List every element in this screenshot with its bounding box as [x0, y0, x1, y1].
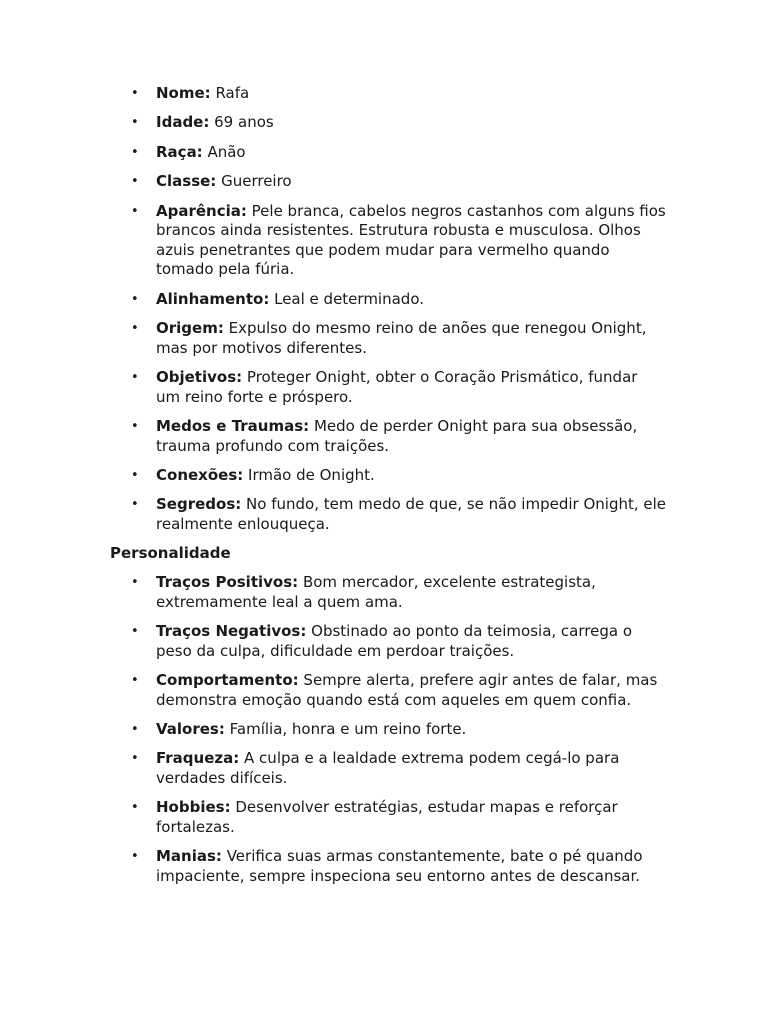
list-item — [131, 621, 666, 661]
item-text: Leal e determinado. — [274, 289, 424, 308]
list-item — [131, 495, 667, 534]
list-item — [131, 670, 666, 710]
item-label: Hobbies: — [156, 798, 231, 817]
bullet-icon: • — [131, 497, 139, 513]
item-label: Idade: — [156, 113, 210, 132]
list-item — [131, 113, 666, 133]
item-text: Desenvolver estratégias, estudar mapas e reforçar fortalezas. — [156, 798, 618, 836]
bullet-icon: • — [131, 86, 139, 101]
list-item — [131, 466, 666, 486]
list-item — [131, 84, 666, 104]
item-text: Rafa — [215, 84, 250, 102]
item-label: Origem: — [156, 319, 224, 338]
personality-list — [131, 573, 666, 887]
list-item — [131, 417, 666, 456]
bullet-icon: • — [131, 203, 139, 219]
item-text: Anão — [207, 142, 246, 161]
item-text: Proteger Onight, obter o Coração Prismático, fundar um reino forte e próspero. — [156, 368, 638, 406]
list-item — [131, 319, 666, 358]
bullet-icon: • — [131, 370, 139, 386]
item-label: Manias: — [156, 847, 222, 866]
item-text: Família, honra e um reino forte. — [229, 719, 467, 738]
list-item — [131, 142, 666, 163]
character-details-list — [131, 84, 667, 535]
item-label: Conexões: — [156, 466, 244, 485]
list-item — [131, 749, 666, 788]
item-label: Objetivos: — [156, 368, 243, 387]
item-label: Nome: — [156, 84, 211, 102]
list-item — [131, 172, 666, 192]
item-text: Obstinado ao ponto da teimosia, carrega o peso da culpa, dificuldade em perdoar traições. — [156, 621, 632, 660]
item-text: 69 anos — [214, 113, 274, 132]
item-label: Comportamento: — [156, 670, 299, 689]
bullet-icon: • — [131, 419, 139, 435]
item-text: Bom mercador, excelente estrategista, extremamente leal a quem ama. — [156, 573, 596, 611]
bullet-icon: • — [131, 575, 139, 590]
item-text: Guerreiro — [221, 172, 292, 191]
item-text: Medo de perder Onight para sua obsessão, trauma profundo com traições. — [156, 417, 638, 455]
list-item — [131, 201, 666, 280]
list-item — [131, 798, 666, 837]
item-label: Aparência: — [156, 201, 247, 220]
item-text: Pele branca, cabelos negros castanhos com alguns fios brancos ainda resistentes. Estrutura robusta e musculosa. Olhos azuis penetrantes que podem mudar para vermelho quando tomado pela fúria. — [156, 201, 666, 279]
bullet-icon: • — [131, 721, 139, 737]
bullet-icon: • — [131, 291, 139, 307]
bullet-icon: • — [131, 468, 139, 484]
bullet-icon: • — [131, 849, 139, 865]
bullet-icon: • — [131, 800, 139, 816]
section-heading-personality: Personalidade — [110, 544, 231, 562]
item-label: Traços Positivos: — [156, 573, 299, 591]
bullet-icon: • — [131, 144, 139, 160]
item-text: Irmão de Onight. — [248, 466, 375, 485]
list-item — [131, 573, 666, 612]
item-label: Traços Negativos: — [156, 621, 307, 640]
bullet-icon: • — [131, 672, 139, 688]
item-text: A culpa e a lealdade extrema podem cegá-lo para verdades difíceis. — [156, 749, 620, 787]
bullet-icon: • — [131, 115, 139, 131]
item-text: Expulso do mesmo reino de anões que renegou Onight, mas por motivos diferentes. — [156, 319, 647, 357]
list-item — [131, 368, 666, 407]
item-label: Medos e Traumas: — [156, 417, 310, 436]
item-text: No fundo, tem medo de que, se não impedir Onight, ele realmente enlouqueça. — [156, 495, 667, 534]
bullet-icon: • — [131, 174, 139, 190]
item-label: Raça: — [156, 142, 203, 161]
bullet-icon: • — [131, 751, 139, 767]
item-text: Sempre alerta, prefere agir antes de falar, mas demonstra emoção quando está com aqueles em quem confia. — [156, 670, 658, 709]
item-label: Classe: — [156, 172, 217, 191]
bullet-icon: • — [131, 321, 139, 337]
item-label: Alinhamento: — [156, 289, 270, 308]
item-label: Fraqueza: — [156, 749, 240, 768]
item-text: Verifica suas armas constantemente, bate o pé quando impaciente, sempre inspeciona seu entorno antes de descansar. — [156, 847, 643, 885]
bullet-icon: • — [131, 623, 139, 639]
item-label: Valores: — [156, 719, 225, 738]
list-item — [131, 289, 666, 310]
list-item — [131, 847, 666, 886]
list-item — [131, 719, 666, 740]
item-label: Segredos: — [156, 495, 242, 514]
